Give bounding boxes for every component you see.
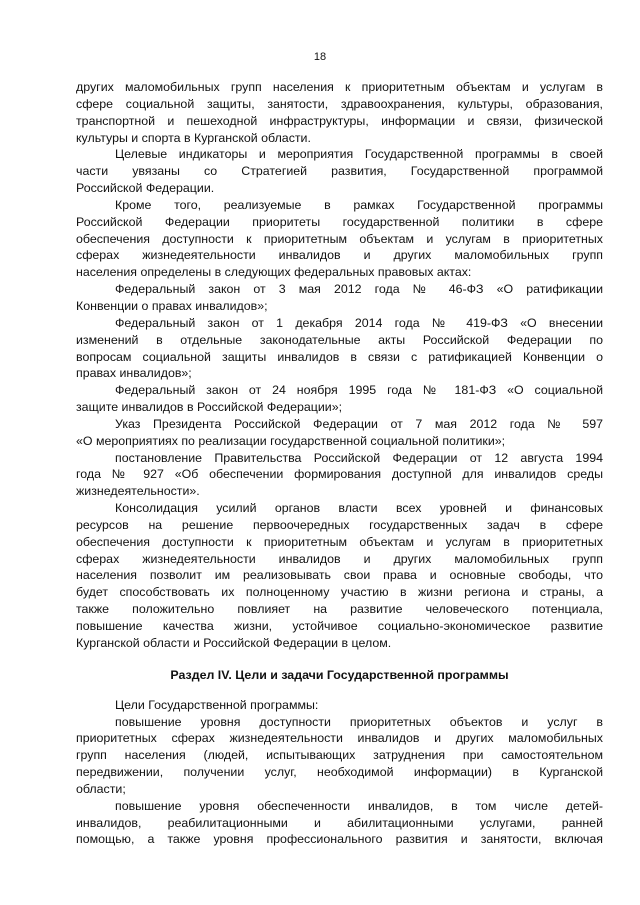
text-line: Кроме того, реализуемые в рамках Государственной программы <box>115 197 603 212</box>
text-line: Федеральный закон от 3 мая 2012 года № 46-ФЗ «О ратификации <box>115 282 603 297</box>
document-body <box>76 79 603 848</box>
text-line: обеспечения доступности к приоритетным объектам и услугам в приоритетных <box>76 231 603 246</box>
text-line: Конвенции о правах инвалидов»; <box>76 298 268 313</box>
text-block-2 <box>76 697 603 849</box>
text-line: помощью, а также уровня профессионального развития и занятости, включая <box>76 832 603 847</box>
text-line: других маломобильных групп населения к приоритетным объектам и услугам в <box>76 80 603 94</box>
text-line: Целевые индикаторы и мероприятия Государственной программы в своей <box>115 147 603 162</box>
text-line: защите инвалидов в Российской Федерации»; <box>76 400 343 415</box>
text-line: Указ Президента Российской Федерации от 7 мая 2012 года № 597 <box>115 416 603 431</box>
text-line: повышение уровня доступности приоритетных объектов и услуг в <box>115 714 603 729</box>
text-line: года № 927 «Об обеспечении формирования доступной для инвалидов среды <box>76 467 603 482</box>
text-line: Федеральный закон от 1 декабря 2014 года № 419-ФЗ «О внесении <box>115 315 603 330</box>
text-line: Курганской области и Российской Федерации в целом. <box>76 635 392 650</box>
text-line: жизнедеятельности». <box>76 484 200 499</box>
text-line: будет способствовать их полноценному участию в жизни региона и страны, а <box>76 585 603 600</box>
text-line: групп населения (людей, испытывающих затруднения при самостоятельном <box>76 748 603 763</box>
text-line: области; <box>76 781 126 796</box>
text-block-1 <box>76 79 603 652</box>
text-line: части увязаны со Стратегией развития, Государственной программой <box>76 164 603 179</box>
text-line: населения позволит им реализовывать свои права и основные свободы, что <box>76 568 603 583</box>
text-line: Консолидация усилий органов власти всех уровней и финансовых <box>115 501 603 516</box>
text-line: населения определены в следующих федеральных правовых актах: <box>76 265 472 280</box>
text-line: сферах жизнедеятельности инвалидов и других маломобильных групп <box>76 248 603 263</box>
text-line: транспортной и пешеходной инфраструктуры, информации и связи, физической <box>76 113 603 128</box>
text-line: постановление Правительства Российской Федерации от 12 августа 1994 <box>115 450 603 465</box>
text-line: сферах жизнедеятельности инвалидов и других маломобильных групп <box>76 551 603 566</box>
text-line: вопросам социальной защиты инвалидов в связи с ратификацией Конвенции о <box>76 349 603 364</box>
section-heading: Раздел IV. Цели и задачи Государственной программы <box>170 667 509 682</box>
text-line: «О мероприятиях по реализации государственной социальной политики»; <box>76 433 506 448</box>
text-line: инвалидов, реабилитационными и абилитационными услугами, ранней <box>76 815 603 830</box>
text-line: Федеральный закон от 24 ноября 1995 года № 181-ФЗ «О социальной <box>115 383 603 398</box>
text-line: Цели Государственной программы: <box>115 697 319 712</box>
text-line: правах инвалидов»; <box>76 366 192 381</box>
text-line: Российской Федерации приоритеты государственной политики в сфере <box>76 214 603 229</box>
text-line: повышение качества жизни, устойчивое социально-экономическое развитие <box>76 619 603 633</box>
text-line: Российской Федерации. <box>76 181 215 196</box>
text-line: изменений в отдельные законодательные акты Российской Федерации по <box>76 332 603 347</box>
text-line: ресурсов на решение первоочередных государственных задач в сфере <box>76 517 603 532</box>
text-line: приоритетных сферах жизнедеятельности инвалидов и других маломобильных <box>76 731 603 746</box>
text-line: передвижении, получении услуг, необходимой информации) в Курганской <box>76 765 603 780</box>
text-line: обеспечения доступности к приоритетным объектам и услугам в приоритетных <box>76 534 603 549</box>
text-line: также положительно повлияет на развитие человеческого потенциала, <box>76 602 603 617</box>
text-line: культуры и спорта в Курганской области. <box>76 130 311 145</box>
text-line: повышение уровня обеспеченности инвалидов, в том числе детей- <box>115 798 603 813</box>
page-number: 18 <box>313 51 327 63</box>
text-line: сфере социальной защиты, занятости, здравоохранения, культуры, образования, <box>76 96 603 111</box>
